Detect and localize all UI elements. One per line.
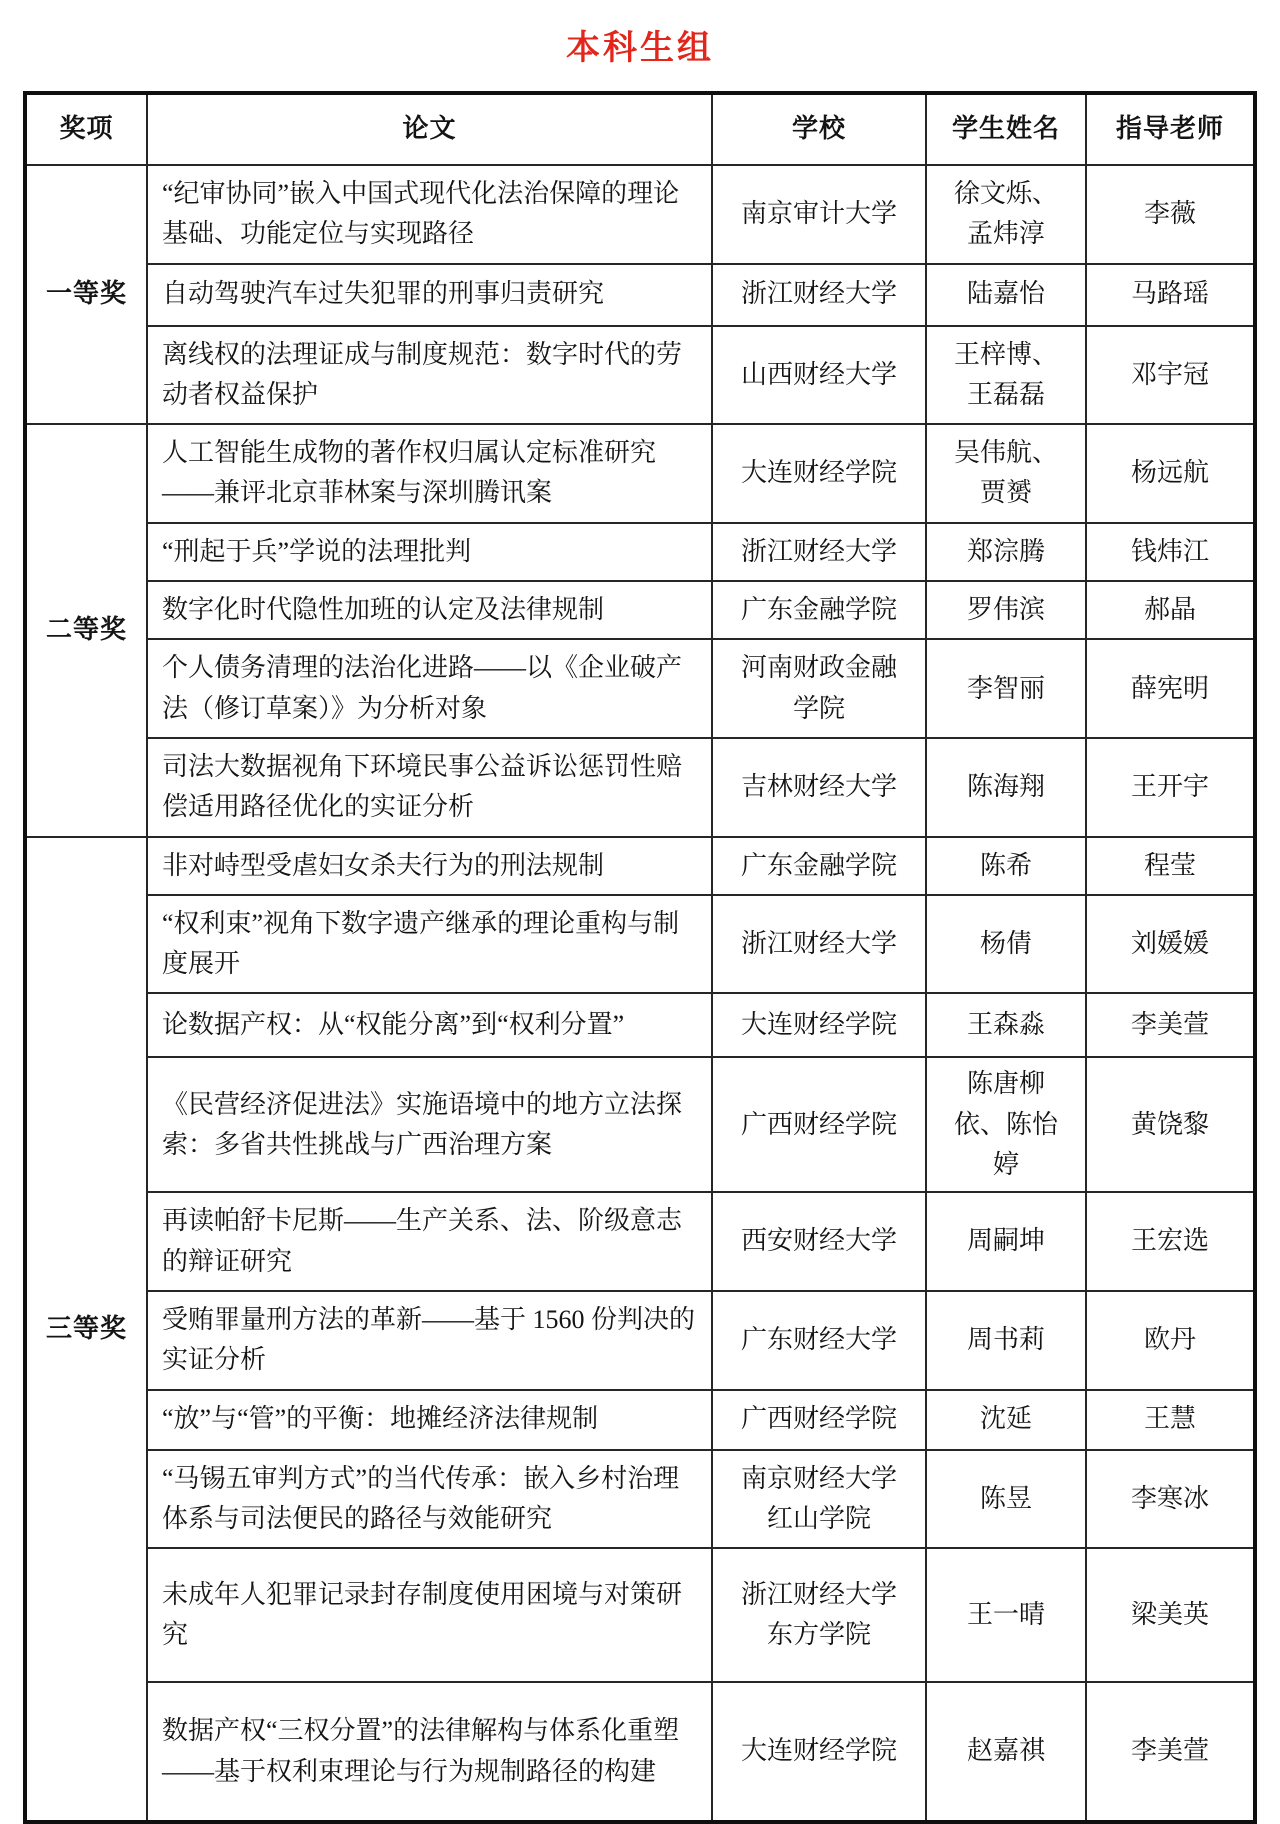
page-title: 本科生组 — [566, 30, 714, 67]
student-name-cell: 徐文烁、孟炜淳 — [926, 165, 1086, 264]
advisor-cell: 刘媛媛 — [1086, 895, 1255, 994]
school-cell: 广东金融学院 — [712, 837, 926, 895]
school-cell: 西安财经大学 — [712, 1192, 926, 1291]
student-name-cell: 王一晴 — [926, 1548, 1086, 1682]
table-row — [25, 837, 1255, 895]
advisor-cell: 马路瑶 — [1086, 264, 1255, 326]
advisor-cell: 梁美英 — [1086, 1548, 1255, 1682]
student-name-cell: 罗伟滨 — [926, 581, 1086, 639]
table-row — [25, 1548, 1255, 1682]
advisor-cell: 郝晶 — [1086, 581, 1255, 639]
school-cell: 大连财经学院 — [712, 993, 926, 1057]
paper-title-cell: 离线权的法理证成与制度规范：数字时代的劳动者权益保护 — [147, 326, 712, 425]
student-name-cell: 陈昱 — [926, 1450, 1086, 1549]
advisor-cell: 邓宇冠 — [1086, 326, 1255, 425]
advisor-cell: 王宏选 — [1086, 1192, 1255, 1291]
student-name-cell: 陈希 — [926, 837, 1086, 895]
student-name-cell: 赵嘉祺 — [926, 1682, 1086, 1822]
school-cell: 广东财经大学 — [712, 1291, 926, 1390]
advisor-cell: 李薇 — [1086, 165, 1255, 264]
paper-title-cell: 再读帕舒卡尼斯——生产关系、法、阶级意志的辩证研究 — [147, 1192, 712, 1291]
advisor-cell: 王慧 — [1086, 1390, 1255, 1450]
table-row — [25, 1057, 1255, 1192]
paper-title-cell: 受贿罪量刑方法的革新——基于 1560 份判决的实证分析 — [147, 1291, 712, 1390]
table-row — [25, 1390, 1255, 1450]
student-name-cell: 陆嘉怡 — [926, 264, 1086, 326]
paper-title-cell: “刑起于兵”学说的法理批判 — [147, 523, 712, 581]
table-row — [25, 738, 1255, 837]
student-name-cell: 吴伟航、贾赟 — [926, 424, 1086, 523]
paper-title-cell: “权利束”视角下数字遗产继承的理论重构与制度展开 — [147, 895, 712, 994]
paper-title-cell: 个人债务清理的法治化进路——以《企业破产法（修订草案）》为分析对象 — [147, 639, 712, 738]
column-header-students: 学生姓名 — [926, 93, 1086, 165]
school-cell: 浙江财经大学东方学院 — [712, 1548, 926, 1682]
paper-title-cell: 数字化时代隐性加班的认定及法律规制 — [147, 581, 712, 639]
school-cell: 河南财政金融学院 — [712, 639, 926, 738]
table-row — [25, 581, 1255, 639]
table-row — [25, 523, 1255, 581]
advisor-cell: 李美萱 — [1086, 993, 1255, 1057]
paper-title-cell: 《民营经济促进法》实施语境中的地方立法探索：多省共性挑战与广西治理方案 — [147, 1057, 712, 1192]
paper-title-cell: “马锡五审判方式”的当代传承：嵌入乡村治理体系与司法便民的路径与效能研究 — [147, 1450, 712, 1549]
school-cell: 广东金融学院 — [712, 581, 926, 639]
student-name-cell: 王森淼 — [926, 993, 1086, 1057]
paper-title-cell: 未成年人犯罪记录封存制度使用困境与对策研究 — [147, 1548, 712, 1682]
student-name-cell: 王梓博、王磊磊 — [926, 326, 1086, 425]
school-cell: 大连财经学院 — [712, 1682, 926, 1822]
paper-title-cell: 自动驾驶汽车过失犯罪的刑事归责研究 — [147, 264, 712, 326]
column-header-school: 学校 — [712, 93, 926, 165]
table-header — [25, 93, 1255, 165]
student-name-cell: 郑淙腾 — [926, 523, 1086, 581]
paper-title-cell: “纪审协同”嵌入中国式现代化法治保障的理论基础、功能定位与实现路径 — [147, 165, 712, 264]
student-name-cell: 杨倩 — [926, 895, 1086, 994]
school-cell: 浙江财经大学 — [712, 523, 926, 581]
student-name-cell: 沈延 — [926, 1390, 1086, 1450]
advisor-cell: 杨远航 — [1086, 424, 1255, 523]
advisor-cell: 钱炜江 — [1086, 523, 1255, 581]
advisor-cell: 欧丹 — [1086, 1291, 1255, 1390]
advisor-cell: 黄饶黎 — [1086, 1057, 1255, 1192]
school-cell: 广西财经学院 — [712, 1057, 926, 1192]
school-cell: 吉林财经大学 — [712, 738, 926, 837]
student-name-cell: 陈唐柳依、陈怡婷 — [926, 1057, 1086, 1192]
paper-title-cell: “放”与“管”的平衡：地摊经济法律规制 — [147, 1390, 712, 1450]
paper-title-cell: 数据产权“三权分置”的法律解构与体系化重塑——基于权利束理论与行为规制路径的构建 — [147, 1682, 712, 1822]
award-group-label: 一等奖 — [25, 165, 147, 424]
advisor-cell: 李美萱 — [1086, 1682, 1255, 1822]
student-name-cell: 周书莉 — [926, 1291, 1086, 1390]
table-row — [25, 993, 1255, 1057]
column-header-advisor: 指导老师 — [1086, 93, 1255, 165]
school-cell: 浙江财经大学 — [712, 895, 926, 994]
table-row — [25, 326, 1255, 425]
school-cell: 山西财经大学 — [712, 326, 926, 425]
table-row — [25, 1450, 1255, 1549]
table-row — [25, 639, 1255, 738]
advisor-cell: 王开宇 — [1086, 738, 1255, 837]
school-cell: 广西财经学院 — [712, 1390, 926, 1450]
table-row — [25, 1192, 1255, 1291]
table-row — [25, 1682, 1255, 1822]
table-row — [25, 165, 1255, 264]
header-row — [25, 93, 1255, 165]
school-cell: 大连财经学院 — [712, 424, 926, 523]
paper-title-cell: 论数据产权：从“权能分离”到“权利分置” — [147, 993, 712, 1057]
table-row — [25, 895, 1255, 994]
advisor-cell: 李寒冰 — [1086, 1450, 1255, 1549]
table-row — [25, 424, 1255, 523]
table-row — [25, 264, 1255, 326]
advisor-cell: 薛宪明 — [1086, 639, 1255, 738]
column-header-paper: 论文 — [147, 93, 712, 165]
advisor-cell: 程莹 — [1086, 837, 1255, 895]
table-body — [25, 165, 1255, 1822]
awards-table — [23, 91, 1257, 1824]
paper-title-cell: 人工智能生成物的著作权归属认定标准研究——兼评北京菲林案与深圳腾讯案 — [147, 424, 712, 523]
table-row — [25, 1291, 1255, 1390]
paper-title-cell: 司法大数据视角下环境民事公益诉讼惩罚性赔偿适用路径优化的实证分析 — [147, 738, 712, 837]
school-cell: 南京财经大学红山学院 — [712, 1450, 926, 1549]
column-header-award: 奖项 — [25, 93, 147, 165]
paper-title-cell: 非对峙型受虐妇女杀夫行为的刑法规制 — [147, 837, 712, 895]
student-name-cell: 李智丽 — [926, 639, 1086, 738]
award-group-label: 三等奖 — [25, 837, 147, 1823]
school-cell: 浙江财经大学 — [712, 264, 926, 326]
student-name-cell: 周嗣坤 — [926, 1192, 1086, 1291]
school-cell: 南京审计大学 — [712, 165, 926, 264]
student-name-cell: 陈海翔 — [926, 738, 1086, 837]
award-group-label: 二等奖 — [25, 424, 147, 836]
